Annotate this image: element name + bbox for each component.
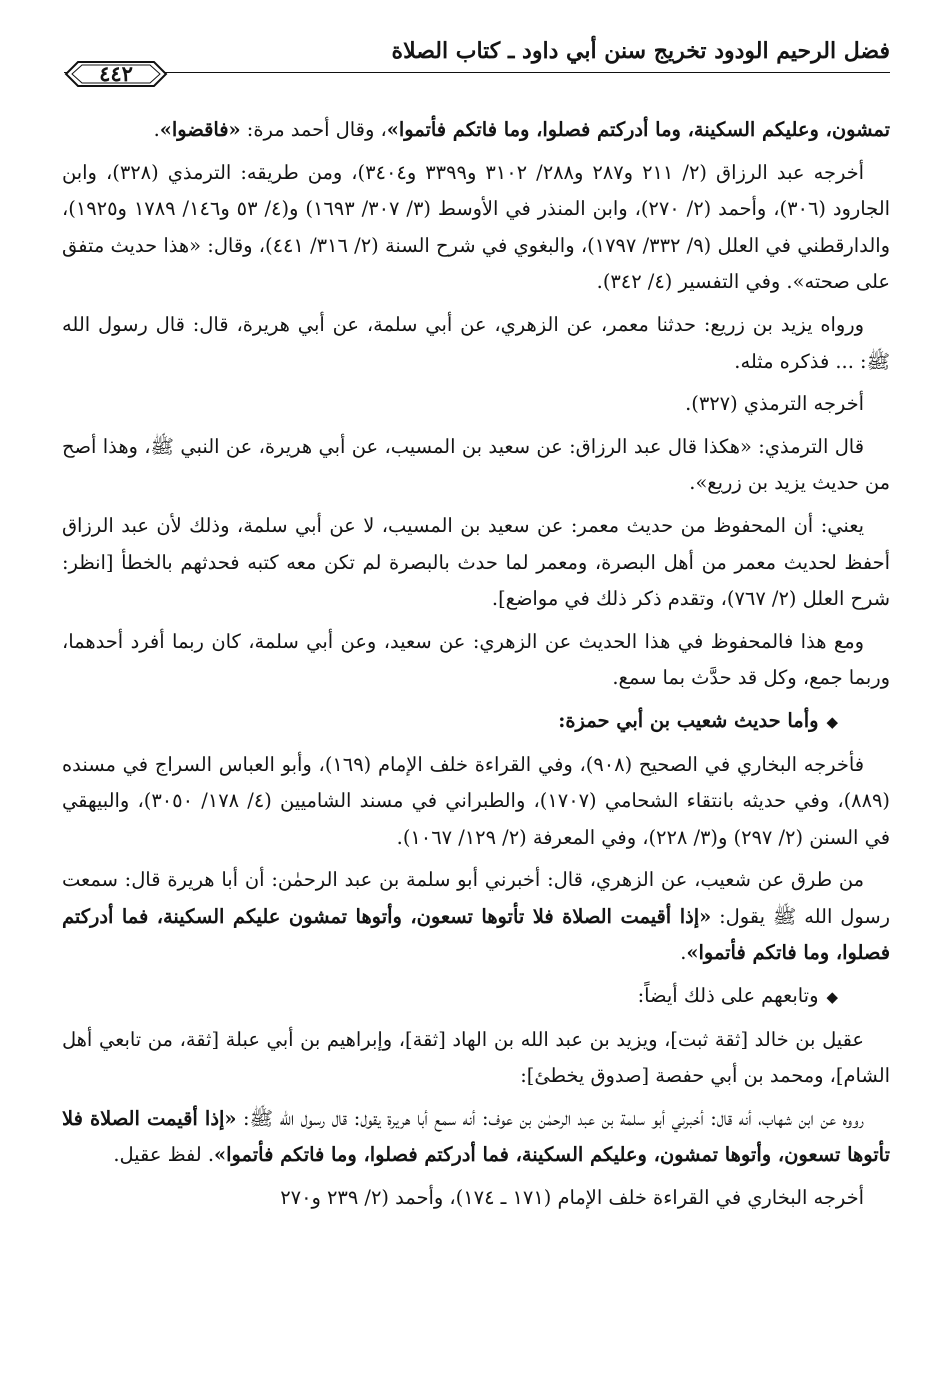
paragraph [62,508,890,618]
text-run: رووه عن ابن شهاب، أنه قال: أخبرني أبو سلمة بن عبد الرحمٰن بن عوف: أنه سمع أبا هريرة يقول: قال رسول الله ﷺ: [236,1106,864,1130]
paragraph [62,112,890,149]
text-run: قال الترمذي: «هكذا قال عبد الرزاق: عن سعيد بن المسيب، عن أبي هريرة، عن النبي ﷺ، وهذا أصح من حديث يزيد بن زريع». [62,434,890,495]
bold-text-run: «إذا أقيمت الصلاة فلا تأتوها تسعون، وأتوها تمشون، وعليكم السكينة، فما أدركتم فصلوا، وما فاتكم فأتموا» [62,1106,890,1167]
bold-text-run: وأما حديث شعيب بن أبي حمزة: [558,708,819,732]
text-run: وتابعهم على ذلك أيضاً: [637,984,819,1008]
paragraph [62,1022,890,1095]
text-run: يعني: أن المحفوظ من حديث معمر: عن سعيد بن المسيب، لا عن أبي سلمة، وذلك لأن عبد الرزاق أحفظ لحديث معمر من أهل البصرة، ومعمر لما حدث بالبصرة لم تكن معه كتبه فحدثهم بالخطأ [انظر: شرح العلل (٢/ ٧٦٧)، وتقدم ذكر ذلك في مواضع]. [62,513,890,611]
text-run: ورواه يزيد بن زريع: حدثنا معمر، عن الزهري، عن أبي سلمة، عن أبي هريرة، قال: قال رسول الله ﷺ: ... فذكره مثله. [62,312,890,373]
text-run: فأخرجه البخاري في الصحيح (٩٠٨)، وفي القراءة خلف الإمام (١٦٩)، وأبو العباس السراج في مسنده (٨٨٩)، وفي حديثه بانتقاء الشحامي (١٧٠٧)، والطبراني في مسند الشاميين (٤/ ١٧٨/ ٣٠٥٠)، والبيهقي في السنن (٢/ ٢٩٧) و(٣/ ٢٢٨)، وفي المعرفة (٢/ ١٢٩/ ١٠٦٧). [62,752,890,849]
section-bullet-icon: ◆ [826,712,838,731]
paragraph [62,429,890,502]
text-run: أخرجه الترمذي (٣٢٧). [685,392,864,416]
text-run: عقيل بن خالد [ثقة ثبت]، ويزيد بن عبد الله بن الهاد [ثقة]، وإبراهيم بن أبي عبلة [ثقة، من تابعي أهل الشام]، ومحمد بن أبي حفصة [صدوق يخطئ]: [62,1027,890,1088]
header-rule [64,72,890,73]
paragraph [62,307,890,380]
paragraph [62,1101,890,1174]
text-run: . [153,118,160,141]
bold-text-run: تمشون، وعليكم السكينة، وما أدركتم فصلوا، وما فاتكم فأتموا» [386,118,890,141]
paragraph [62,862,890,972]
paragraph [62,624,890,697]
text-run: من طرق عن شعيب، عن الزهري، قال: أخبرني أبو سلمة بن عبد الرحمٰن: أن أبا هريرة قال: سمعت رسول الله ﷺ يقول: [62,868,890,928]
text-run: . [680,941,687,965]
page-number: ٤٤٢ [99,61,133,86]
paragraph [62,978,890,1016]
paragraph [62,703,890,741]
text-run: ، وقال أحمد مرة: [240,118,387,141]
bold-text-run: «إذا أقيمت الصلاة فلا تأتوها تسعون، وأتوها تمشون عليكم السكينة، فما أدركتم فصلوا، وما فاتكم فأتموا» [62,904,890,965]
text-run: . لفظ عقيل. [113,1143,215,1167]
text-run: أخرجه عبد الرزاق (٢/ ٢١١ و٢٨٧ و٢٨٨/ ٣١٠٢ و٣٣٩٩ و٣٤٠٤)، ومن طريقه: الترمذي (٣٢٨)، وابن الجارود (٣٠٦)، وأحمد (٢/ ٢٧٠)، وابن المنذر في الأوسط (٣/ ٣٠٧/ ١٦٩٣) و(٤/ ٥٣ و١٤٦/ ١٧٨٩ و١٩٢٥)، والدارقطني في العلل (٩/ ٣٣٢/ ١٧٩٧)، والبغوي في شرح السنة (٢/ ٣١٦/ ٤٤١)، وقال: «هذا حديث متفق على صحته». وفي التفسير (٤/ ٣٤٢). [62,160,890,294]
text-run: أخرجه البخاري في القراءة خلف الإمام (١٧١ ـ ١٧٤)، وأحمد (٢/ ٢٣٩ و٢٧٠ [280,1186,864,1210]
paragraph [62,1180,890,1217]
section-bullet-icon: ◆ [826,988,838,1007]
running-title: فضل الرحيم الودود تخريج سنن أبي داود ـ كتاب الصلاة [391,38,890,64]
paragraph [62,747,890,857]
text-run: ومع هذا فالمحفوظ في هذا الحديث عن الزهري: عن سعيد، وعن أبي سلمة، كان ربما أفرد أحدهما، وربما جمع، وكل قد حدَّث بما سمع. [62,629,890,690]
body-text [62,112,890,1223]
paragraph [62,155,890,301]
bold-text-run: «فاقضوا» [159,118,241,141]
page-header [64,34,890,94]
page-number-frame [64,60,168,88]
paragraph [62,386,890,423]
